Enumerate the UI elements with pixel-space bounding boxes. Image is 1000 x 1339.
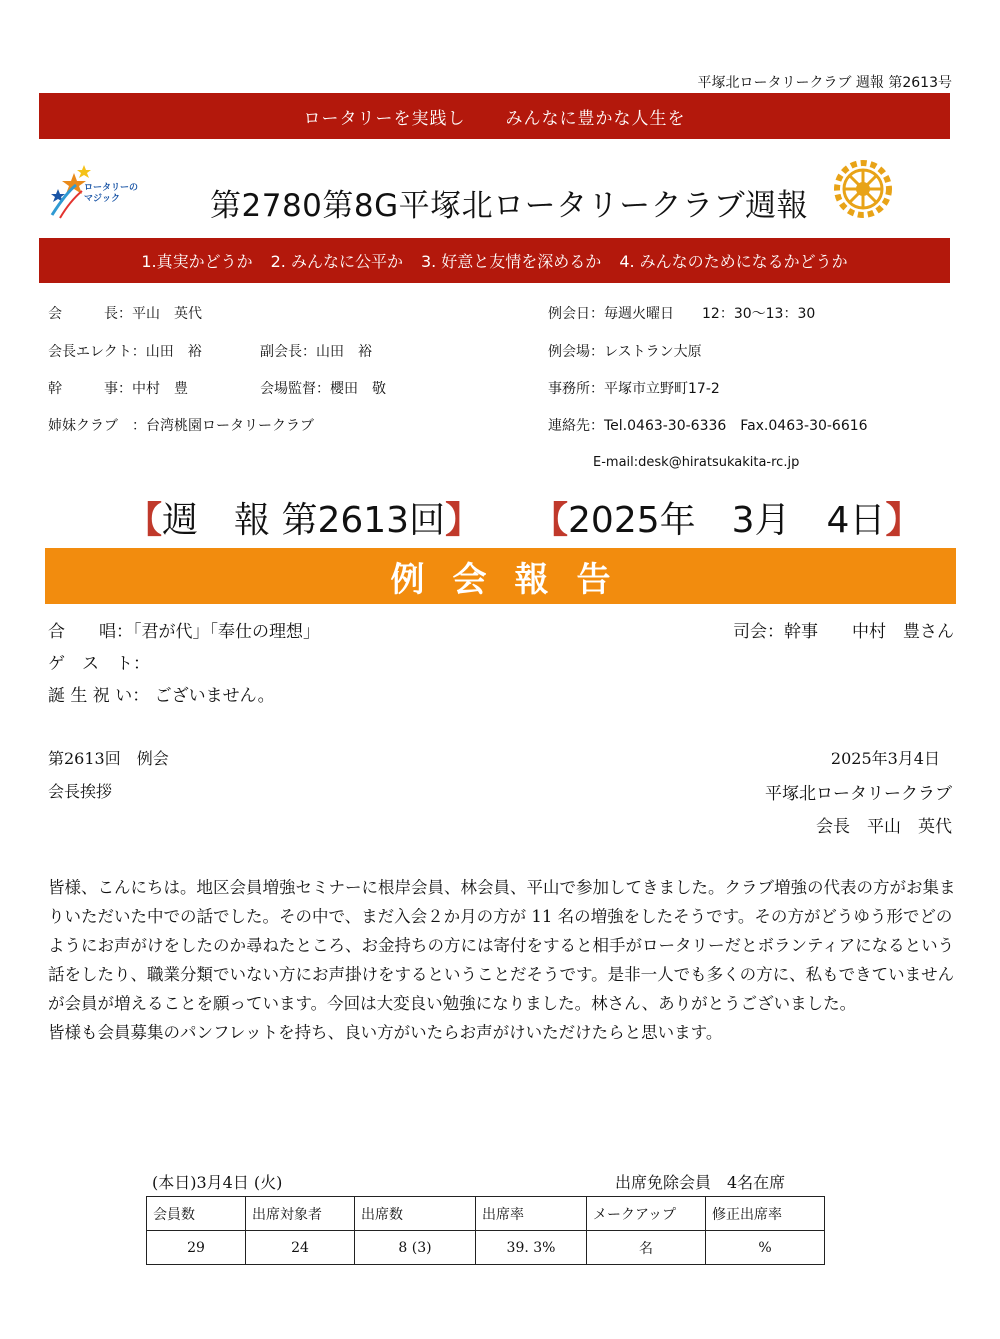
bracket-close: 】 [885,500,922,541]
value-eligible: 24 [246,1231,355,1265]
info-meeting-place: 例会場：レストラン大原 [548,344,702,360]
greeting-paragraph-2: 皆様も会員募集のパンフレットを持ち、良い方がいたらお声がけいただけたらと思います。 [48,1023,723,1042]
info-secretary-label: 幹 事： [48,381,132,397]
exempt-members: 出席免除会員 4名在席 [615,1173,786,1192]
header-members: 会員数 [147,1197,246,1231]
test-item-1: 1.真実かどうか [141,252,253,271]
song-value: 「君が代」「奉仕の理想」 [133,622,320,642]
rotary-magic-logo [46,163,156,223]
issue-date: 2025年 3月 4日 [568,500,886,541]
issue-number: 週 報 第2613回 [162,500,446,541]
newsletter-title: 第2780第8G平塚北ロータリークラブ週報 [210,188,809,224]
birthday-label: 誕 生 祝 い： [48,686,150,706]
info-president-elect [48,341,202,361]
info-vice-president: 副会長：山田 裕 [260,344,372,360]
value-members: 29 [147,1231,246,1265]
table-row [147,1231,825,1265]
info-venue-supervisor: 会場監督：櫻田 敬 [260,381,386,397]
club-name: 平塚北ロータリークラブ [765,784,952,804]
rotary-wheel-icon [834,160,892,218]
info-sister-club [48,415,314,435]
birthday-value: ございません。 [154,686,275,706]
info-sister-value: 台湾桃園ロータリークラブ [146,418,314,434]
issue-headline [126,492,481,543]
info-president-label: 会 長： [48,306,132,322]
info-meeting-day: 例会日：毎週火曜日 12：30〜13：30 [548,306,816,322]
bracket-open: 【 [126,500,163,541]
issue-id: 平塚北ロータリークラブ 週報 第2613号 [697,75,952,91]
info-secretary-value: 中村 豊 [132,381,188,397]
logo-text-line1: ロータリーの [84,183,139,193]
logo-text-line2: マジック [84,194,121,204]
mc-line: 司会：幹事 中村 豊さん [733,622,954,642]
info-sister-label: 姉妹クラブ ： [48,418,146,434]
motto-part-1: ロータリーを実践し [303,108,466,129]
motto-banner [39,93,950,139]
attendance-date: (本日)3月4日 (火) [152,1173,283,1192]
test-item-2: 2. みんなに公平か [270,252,403,271]
info-email: E-mail:desk@hiratsukakita-rc.jp [593,455,800,470]
guest-line: ゲ ス ト： [48,654,150,674]
value-rate: 39. 3% [476,1231,587,1265]
song-label: 合 唱： [48,622,133,642]
bracket-open: 【 [532,500,569,541]
test-item-4: 4. みんなのためになるかどうか [619,252,848,271]
info-secretary [48,378,188,398]
date-headline [532,492,921,543]
header-adjusted-rate: 修正出席率 [706,1197,825,1231]
info-president [48,303,202,323]
greeting-title: 会長挨拶 [48,782,113,801]
info-office: 事務所：平塚市立野町17-2 [548,381,720,397]
test-item-3: 3. 好意と友情を深めるか [420,252,602,271]
attendance-table [146,1196,825,1265]
header-makeup: メークアップ [587,1197,706,1231]
greeting-date: 2025年3月4日 [830,749,940,768]
info-elect-label: 会長エレクト： [48,344,146,360]
greeting-body [48,873,960,1047]
four-way-test-banner [39,238,950,283]
greeting-paragraph-1: 皆様、こんにちは。地区会員増強セミナーに根岸会員、林会員、平山で参加してきました。クラブ増強の代表の方がお集まりいただいた中での話でした。その中で、まだ入会２か月の方が 11 名の増強をしたそうです。その方がどうゆう形でどのようにお声がけをしたのか尋ねたところ、お金持ちの方には寄付をすると相手がロータリーだとボランティアになるという話をしたり、職業分類でいない方にお声掛けをするということだそうです。是非一人でも多くの方に、私もできていませんが会員が増えることを願っています。今回は大変良い勉強になりました。林さん、ありがとうございました。 [48,878,956,1013]
info-contact: 連絡先：Tel.0463-30-6336 Fax.0463-30-6616 [548,418,868,434]
info-elect-value: 山田 裕 [145,344,202,360]
report-title: 例会報告 [390,559,639,600]
motto-part-2: みんなに豊かな人生を [505,108,686,129]
speaker-name: 会長 平山 英代 [816,817,952,837]
meeting-number: 第2613回 例会 [48,749,169,768]
bracket-close: 】 [445,500,482,541]
birthday-line [48,681,275,706]
info-president-value: 平山 英代 [132,306,202,322]
value-adjusted-rate: % [706,1231,825,1265]
header-attended: 出席数 [355,1197,476,1231]
header-rate: 出席率 [476,1197,587,1231]
song-line [48,617,320,642]
header-eligible: 出席対象者 [246,1197,355,1231]
value-makeup: 名 [587,1231,706,1265]
table-header-row [147,1197,825,1231]
value-attended: 8 (3) [355,1231,476,1265]
report-banner [45,548,956,604]
